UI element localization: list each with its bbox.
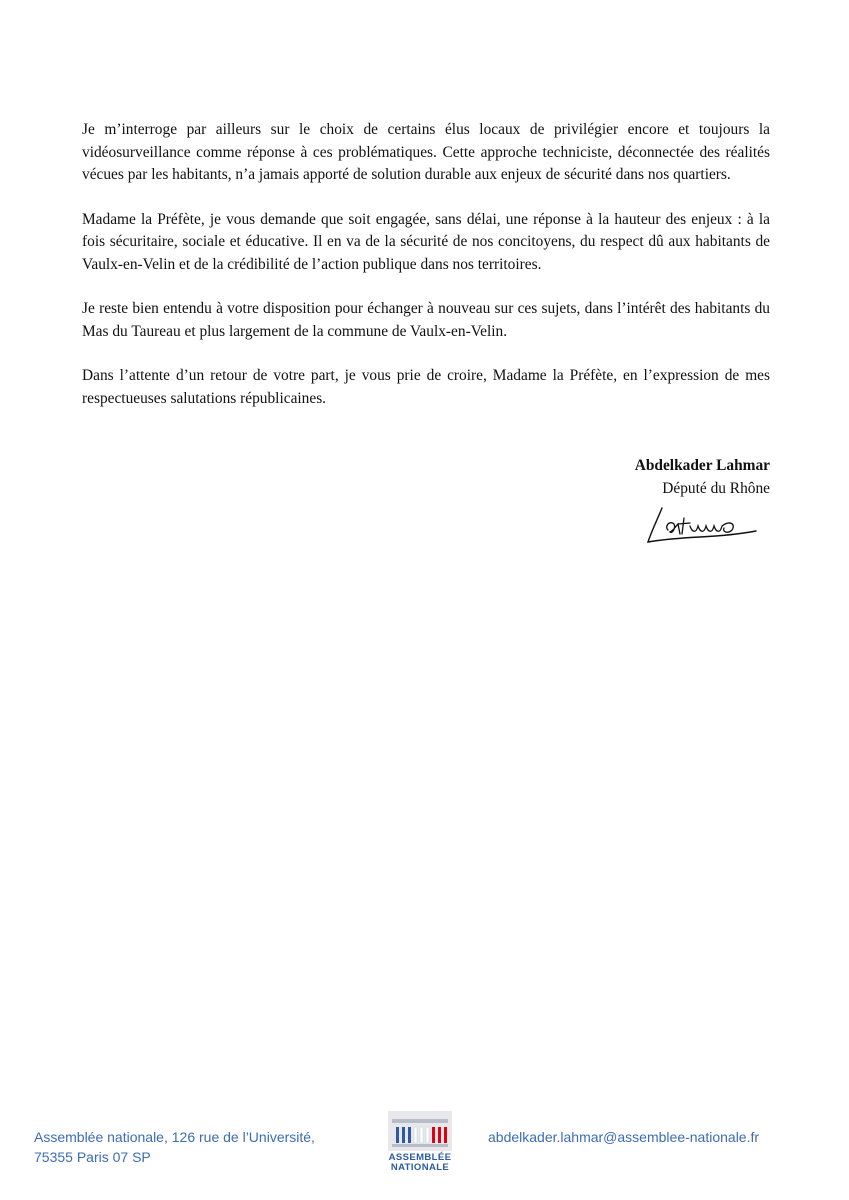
handwritten-signature [640,500,760,550]
address-line-2: 75355 Paris 07 SP [34,1149,151,1165]
address-line-1: Assemblée nationale, 126 rue de l’Université, [34,1129,315,1145]
paragraph-2: Madame la Préfète, je vous demande que soit engagée, sans délai, une réponse à la hauteur des enjeux : à la fois sécuritaire, sociale et éducative. Il en va de la sécurité de nos concitoyens, du respect dû aux habitants de Vaulx-en-Velin et de la crédibilité de l’action publique dans nos territoires. [82,210,770,273]
signatory-role: Député du Rhône [662,479,770,497]
logo-caption-line-1: ASSEMBLÉE [388,1152,452,1163]
signatory-name: Abdelkader Lahmar [634,457,770,474]
footer [0,1108,849,1188]
footer-address [34,1127,315,1167]
paragraph-4: Dans l’attente d’un retour de votre part, je vous prie de croire, Madame la Préfète, en l’expression de mes respectueuses salutations républicaines. [82,367,770,407]
signature-block [635,455,770,500]
letter-body [82,119,770,432]
paragraph-1: Je m’interroge par ailleurs sur le choix de certains élus locaux de privilégier encore et toujours la vidéosurveillance comme réponse à ces problématiques. Cette approche techniciste, déconnectée des réalités vécues par les habitants, n’a jamais apporté de solution durable aux enjeux de sécurité dans nos quartiers. [82,121,770,183]
footer-email: abdelkader.lahmar@assemblee-nationale.fr [488,1129,760,1145]
paragraph-3: Je reste bien entendu à votre disposition pour échanger à nouveau sur ces sujets, dans l’intérêt des habitants du Mas du Taureau et plus largement de la commune de Vaulx-en-Velin. [82,300,770,340]
logo-caption [384,1153,456,1173]
logo-caption-line-2: NATIONALE [390,1162,450,1173]
